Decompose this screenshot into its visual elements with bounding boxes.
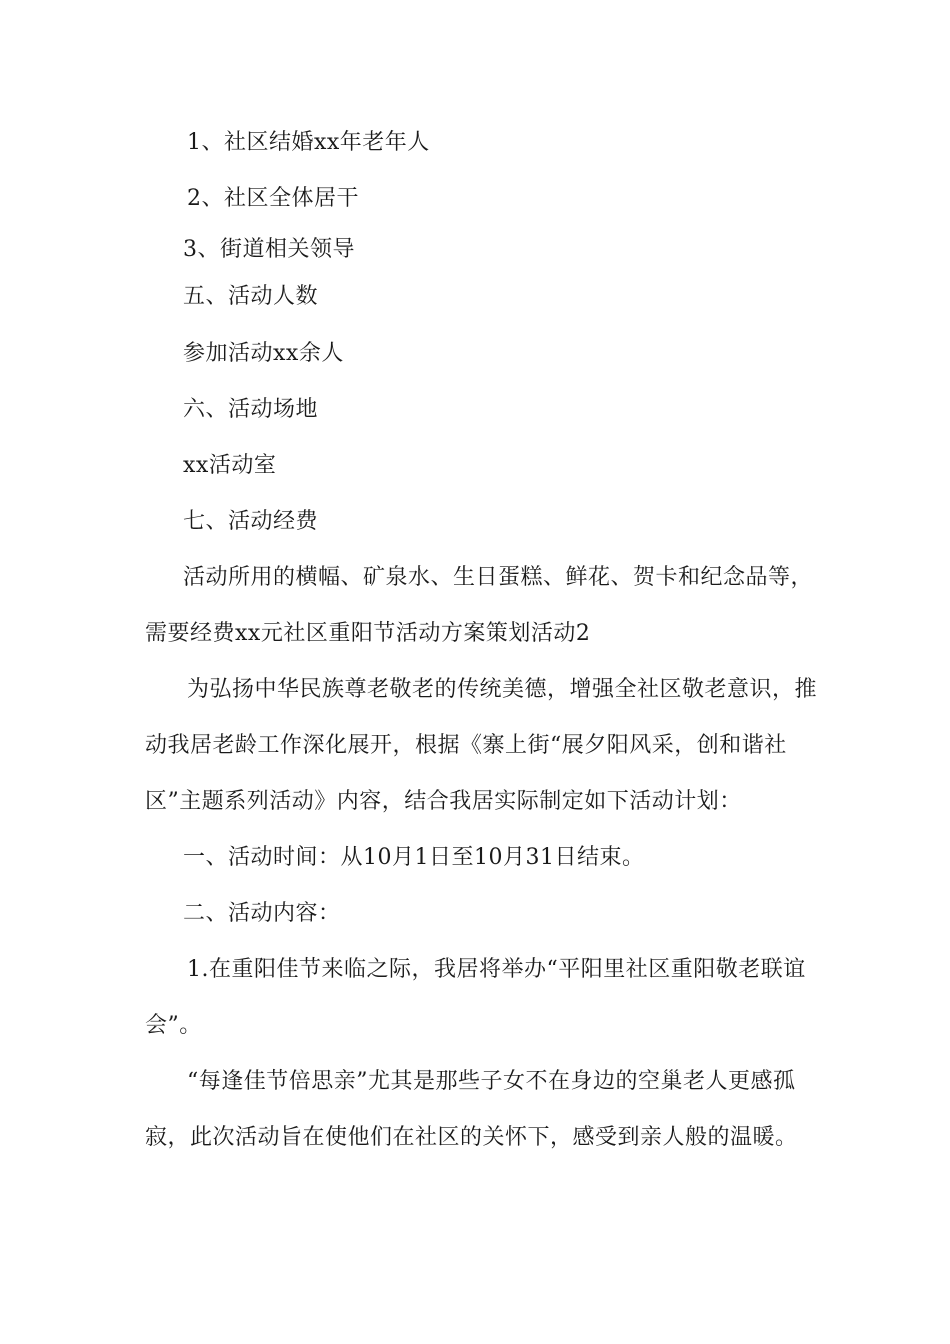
section-heading-venue: 六、活动场地: [183, 397, 319, 422]
section-heading-funding: 七、活动经费: [183, 509, 319, 534]
list-item-participant-3: 3、街道相关领导: [183, 237, 355, 262]
list-item-participant-2: 2、社区全体居干: [187, 186, 359, 211]
section-heading-content: 二、活动内容：: [183, 901, 341, 926]
paragraph-intro-line-3: 区”主题系列活动》内容，结合我居实际制定如下活动计划：: [145, 789, 742, 814]
paragraph-intro-line-1: 为弘扬中华民族尊老敬老的传统美德，增强全社区敬老意识，推: [187, 677, 818, 702]
paragraph-content-1-line-1: 1.在重阳佳节来临之际，我居将举办“平阳里社区重阳敬老联谊: [187, 957, 806, 982]
paragraph-venue: xx活动室: [183, 453, 277, 478]
paragraph-funding-line-2: 需要经费xx元社区重阳节活动方案策划活动2: [145, 621, 591, 646]
list-item-participant-1: 1、社区结婚xx年老年人: [187, 130, 430, 155]
paragraph-intro-line-2: 动我居老龄工作深化展开，根据《寨上街“展夕阳风采，创和谐社: [145, 733, 787, 758]
paragraph-content-2-line-1: “每逢佳节倍思亲”尤其是那些子女不在身边的空巢老人更感孤: [187, 1069, 796, 1094]
paragraph-content-1-line-2: 会”。: [145, 1013, 202, 1038]
section-heading-time: 一、活动时间：从10月1日至10月31日结束。: [183, 845, 645, 870]
paragraph-content-2-line-2: 寂，此次活动旨在使他们在社区的关怀下，感受到亲人般的温暖。: [145, 1125, 798, 1150]
section-heading-participants-count: 五、活动人数: [183, 284, 319, 309]
paragraph-participants-count: 参加活动xx余人: [183, 341, 344, 366]
paragraph-funding-line-1: 活动所用的横幅、矿泉水、生日蛋糕、鲜花、贺卡和纪念品等，: [183, 565, 814, 590]
